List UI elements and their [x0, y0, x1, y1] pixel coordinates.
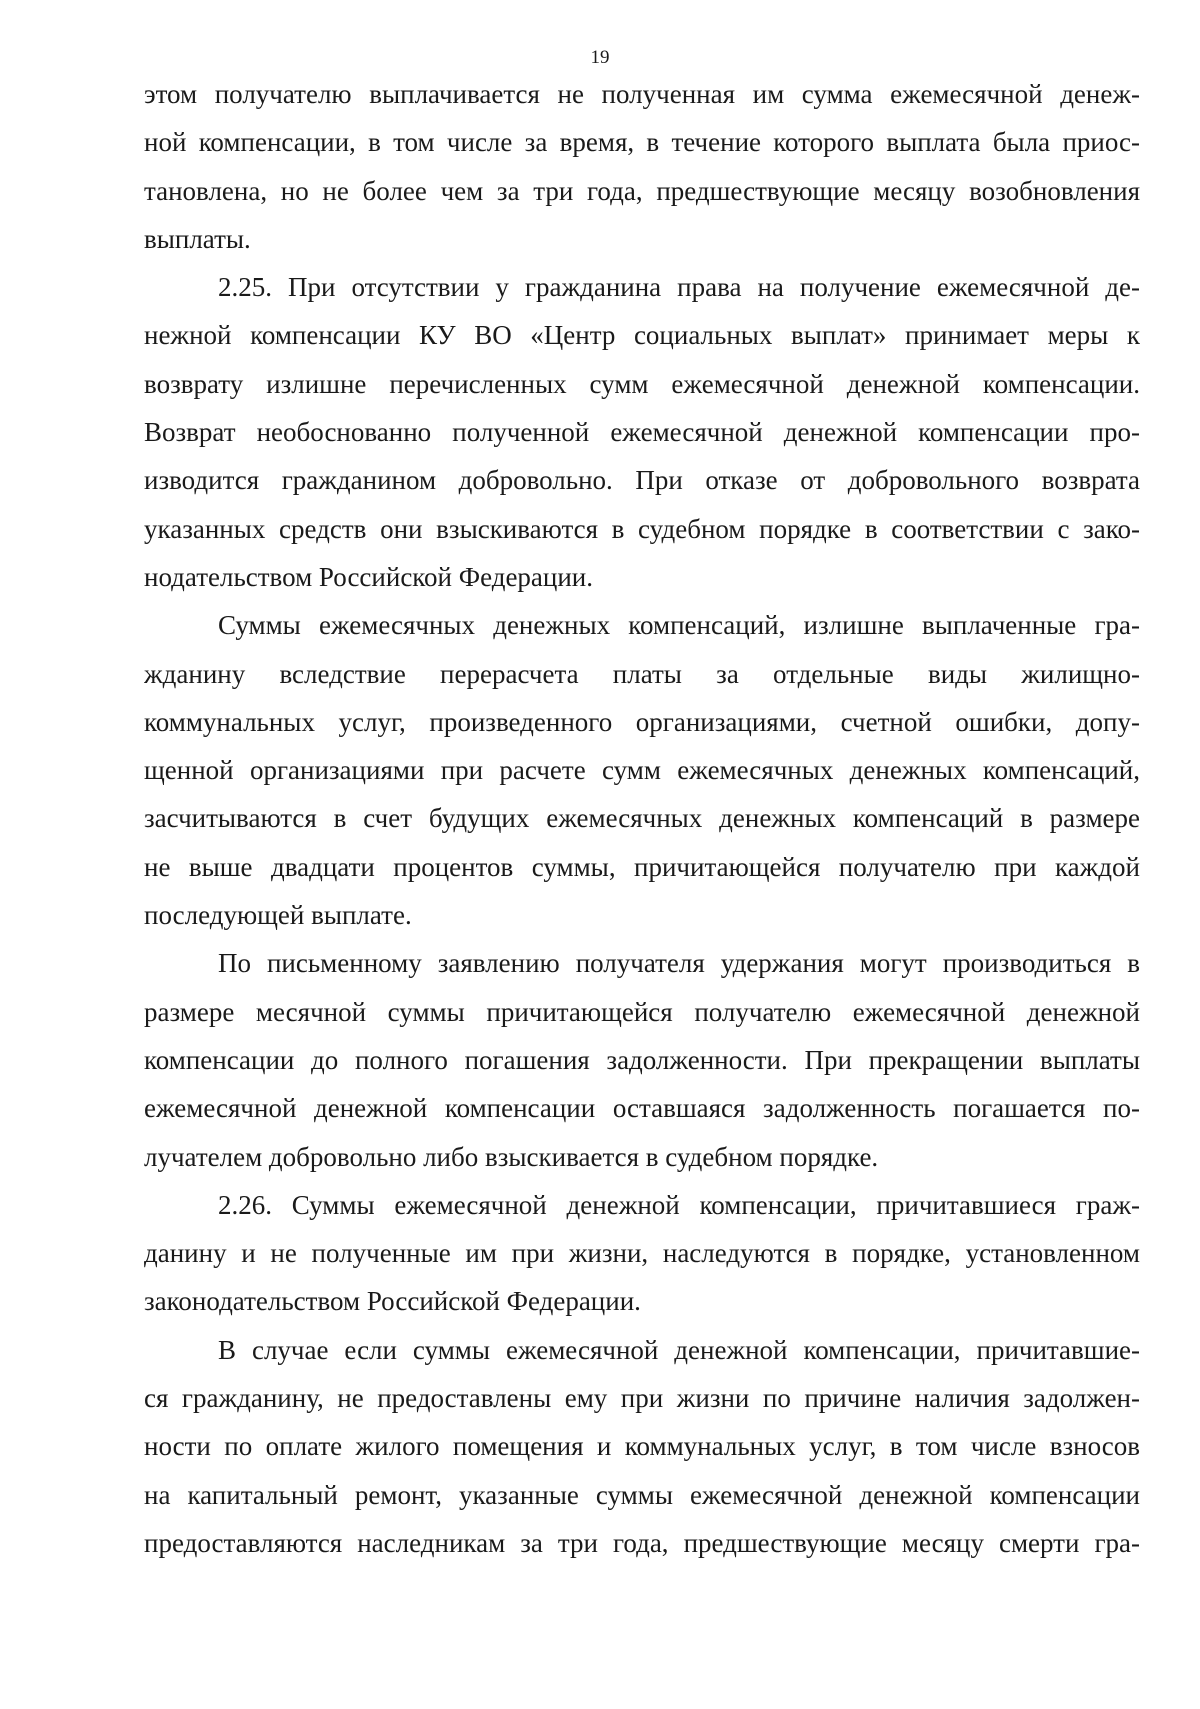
text-line: этом получателю выплачивается не полученная им сумма ежемесячной денеж-	[144, 79, 1140, 109]
text-line: 2.26. Суммы ежемесячной денежной компенсации, причитавшиеся граж-	[218, 1189, 1140, 1220]
text-line: лучателем добровольно либо взыскивается в судебном порядке.	[144, 1141, 879, 1172]
text-line: компенсации до полного погашения задолженности. При прекращении выплаты	[144, 1044, 1140, 1075]
text-line: ности по оплате жилого помещения и коммунальных услуг, в том числе взносов	[144, 1431, 1140, 1462]
text-line: указанных средств они взыскиваются в судебном порядке в соответствии с зако-	[144, 513, 1140, 544]
text-line: щенной организациями при расчете сумм ежемесячных денежных компенсаций,	[144, 755, 1140, 786]
text-line: Возврат необоснованно полученной ежемесячной денежной компенсации про-	[144, 417, 1140, 448]
document-body	[144, 74, 1140, 1571]
text-line: коммунальных услуг, произведенного организациями, счетной ошибки, допу-	[144, 706, 1140, 737]
text-line: выплаты.	[144, 223, 251, 254]
text-line: В случае если суммы ежемесячной денежной компенсации, причитавшие-	[218, 1334, 1140, 1365]
text-line: не выше двадцати процентов суммы, причитающейся получателю при каждой	[144, 851, 1140, 882]
text-line: Суммы ежемесячных денежных компенсаций, излишне выплаченные гра-	[218, 610, 1140, 641]
text-line: ежемесячной денежной компенсации оставшаяся задолженность погашается по-	[144, 1093, 1140, 1124]
text-line: изводится гражданином добровольно. При отказе от добровольного возврата	[144, 465, 1140, 496]
page-number: 19	[590, 47, 610, 68]
text-line: жданину вследствие перерасчета платы за отдельные виды жилищно-	[144, 658, 1140, 689]
text-line: последующей выплате.	[144, 900, 412, 931]
text-line: засчитываются в счет будущих ежемесячных денежных компенсаций в размере	[144, 803, 1140, 834]
text-line: По письменному заявлению получателя удержания могут производиться в	[218, 948, 1140, 979]
text-line: данину и не полученные им при жизни, наследуются в порядке, установленном	[144, 1238, 1140, 1269]
text-line: предоставляются наследникам за три года, предшествующие месяцу смерти гра-	[144, 1527, 1140, 1558]
text-line: нодательством Российской Федерации.	[144, 561, 594, 592]
text-line: ся гражданину, не предоставлены ему при жизни по причине наличия задолжен-	[144, 1383, 1140, 1414]
text-line: ной компенсации, в том числе за время, в течение которого выплата была приос-	[144, 127, 1140, 158]
text-line: размере месячной суммы причитающейся получателю ежемесячной денежной	[144, 996, 1140, 1027]
text-line: нежной компенсации КУ ВО «Центр социальных выплат» принимает меры к	[144, 320, 1140, 351]
text-line: 2.25. При отсутствии у гражданина права на получение ежемесячной де-	[218, 272, 1140, 303]
text-line: законодательством Российской Федерации.	[144, 1286, 641, 1317]
text-line: на капитальный ремонт, указанные суммы ежемесячной денежной компенсации	[144, 1479, 1140, 1510]
text-line: тановлена, но не более чем за три года, предшествующие месяцу возобновления	[144, 175, 1140, 206]
text-line: возврату излишне перечисленных сумм ежемесячной денежной компенсации.	[144, 368, 1140, 399]
